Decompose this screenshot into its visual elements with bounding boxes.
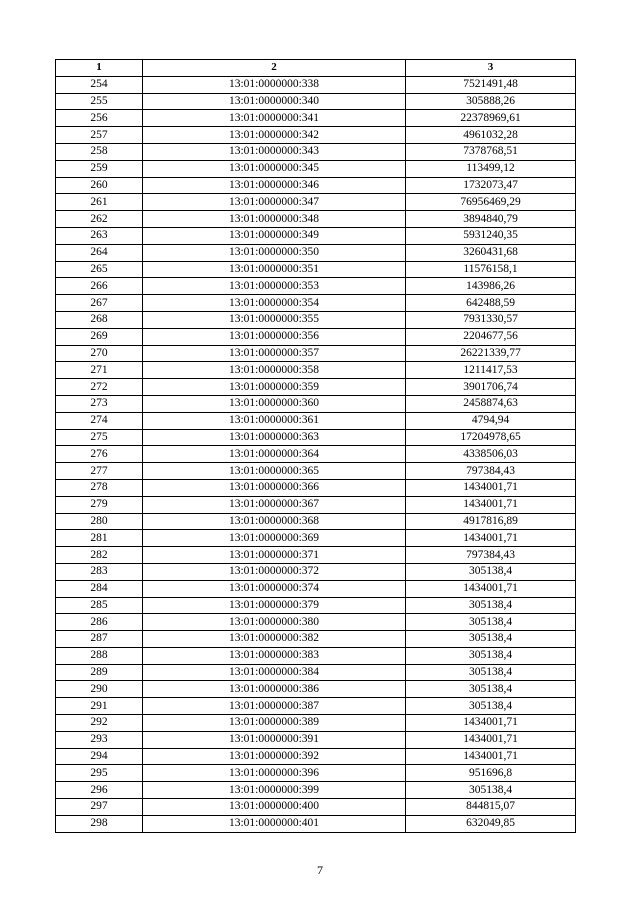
table-row [56, 715, 576, 732]
table-row [56, 731, 576, 748]
row-number-cell: 298 [56, 815, 143, 832]
cadastral-number-cell: 13:01:0000000:369 [143, 530, 406, 547]
row-number-cell: 295 [56, 765, 143, 782]
value-cell: 305888,26 [406, 93, 576, 110]
value-cell: 1732073,47 [406, 177, 576, 194]
cadastral-number-cell: 13:01:0000000:357 [143, 345, 406, 362]
row-number-cell: 285 [56, 597, 143, 614]
table-row [56, 664, 576, 681]
cadastral-number-cell: 13:01:0000000:399 [143, 782, 406, 799]
value-cell: 305138,4 [406, 698, 576, 715]
cadastral-number-cell: 13:01:0000000:338 [143, 76, 406, 93]
row-number-cell: 294 [56, 748, 143, 765]
cadastral-number-cell: 13:01:0000000:383 [143, 647, 406, 664]
column-header-1: 1 [56, 60, 143, 77]
row-number-cell: 297 [56, 799, 143, 816]
cadastral-number-cell: 13:01:0000000:349 [143, 227, 406, 244]
row-number-cell: 293 [56, 731, 143, 748]
value-cell: 797384,43 [406, 463, 576, 480]
value-cell: 1434001,71 [406, 479, 576, 496]
row-number-cell: 263 [56, 227, 143, 244]
row-number-cell: 264 [56, 244, 143, 261]
value-cell: 17204978,65 [406, 429, 576, 446]
value-cell: 1434001,71 [406, 530, 576, 547]
cadastral-number-cell: 13:01:0000000:340 [143, 93, 406, 110]
value-cell: 305138,4 [406, 614, 576, 631]
row-number-cell: 292 [56, 715, 143, 732]
cadastral-number-cell: 13:01:0000000:392 [143, 748, 406, 765]
value-cell: 844815,07 [406, 799, 576, 816]
table-row [56, 395, 576, 412]
cadastral-number-cell: 13:01:0000000:387 [143, 698, 406, 715]
table-row [56, 345, 576, 362]
table-row [56, 513, 576, 530]
table-row [56, 295, 576, 312]
cadastral-number-cell: 13:01:0000000:391 [143, 731, 406, 748]
cadastral-number-cell: 13:01:0000000:363 [143, 429, 406, 446]
table-row [56, 563, 576, 580]
row-number-cell: 260 [56, 177, 143, 194]
cadastral-number-cell: 13:01:0000000:379 [143, 597, 406, 614]
value-cell: 2204677,56 [406, 328, 576, 345]
table-row [56, 782, 576, 799]
row-number-cell: 287 [56, 631, 143, 648]
cadastral-number-cell: 13:01:0000000:350 [143, 244, 406, 261]
table-row [56, 597, 576, 614]
table-row [56, 698, 576, 715]
value-cell: 4338506,03 [406, 446, 576, 463]
value-cell: 1434001,71 [406, 731, 576, 748]
table-row [56, 362, 576, 379]
cadastral-number-cell: 13:01:0000000:342 [143, 127, 406, 144]
value-cell: 1434001,71 [406, 748, 576, 765]
cadastral-number-cell: 13:01:0000000:401 [143, 815, 406, 832]
table-row [56, 110, 576, 127]
cadastral-number-cell: 13:01:0000000:400 [143, 799, 406, 816]
row-number-cell: 279 [56, 496, 143, 513]
value-cell: 951696,8 [406, 765, 576, 782]
table-row [56, 614, 576, 631]
cadastral-number-cell: 13:01:0000000:348 [143, 211, 406, 228]
table-row [56, 194, 576, 211]
row-number-cell: 258 [56, 143, 143, 160]
cadastral-number-cell: 13:01:0000000:382 [143, 631, 406, 648]
table-row [56, 765, 576, 782]
cadastral-number-cell: 13:01:0000000:356 [143, 328, 406, 345]
row-number-cell: 280 [56, 513, 143, 530]
row-number-cell: 286 [56, 614, 143, 631]
table-row [56, 76, 576, 93]
row-number-cell: 276 [56, 446, 143, 463]
cadastral-number-cell: 13:01:0000000:367 [143, 496, 406, 513]
row-number-cell: 278 [56, 479, 143, 496]
value-cell: 305138,4 [406, 647, 576, 664]
cadastral-number-cell: 13:01:0000000:365 [143, 463, 406, 480]
row-number-cell: 265 [56, 261, 143, 278]
table-row [56, 143, 576, 160]
row-number-cell: 255 [56, 93, 143, 110]
row-number-cell: 274 [56, 412, 143, 429]
row-number-cell: 291 [56, 698, 143, 715]
row-number-cell: 288 [56, 647, 143, 664]
table-row [56, 227, 576, 244]
cadastral-number-cell: 13:01:0000000:361 [143, 412, 406, 429]
row-number-cell: 272 [56, 379, 143, 396]
value-cell: 26221339,77 [406, 345, 576, 362]
value-cell: 797384,43 [406, 547, 576, 564]
row-number-cell: 256 [56, 110, 143, 127]
page-number: 7 [317, 863, 323, 877]
value-cell: 2458874,63 [406, 395, 576, 412]
row-number-cell: 290 [56, 681, 143, 698]
table-row [56, 93, 576, 110]
cadastral-number-cell: 13:01:0000000:343 [143, 143, 406, 160]
table-row [56, 496, 576, 513]
value-cell: 1211417,53 [406, 362, 576, 379]
value-cell: 11576158,1 [406, 261, 576, 278]
cadastral-number-cell: 13:01:0000000:358 [143, 362, 406, 379]
row-number-cell: 261 [56, 194, 143, 211]
table-row [56, 127, 576, 144]
cadastral-number-cell: 13:01:0000000:345 [143, 160, 406, 177]
row-number-cell: 284 [56, 580, 143, 597]
value-cell: 143986,26 [406, 278, 576, 295]
value-cell: 305138,4 [406, 681, 576, 698]
value-cell: 305138,4 [406, 597, 576, 614]
table-row [56, 815, 576, 832]
value-cell: 7378768,51 [406, 143, 576, 160]
table-body [56, 76, 576, 832]
value-cell: 1434001,71 [406, 580, 576, 597]
value-cell: 632049,85 [406, 815, 576, 832]
value-cell: 113499,12 [406, 160, 576, 177]
value-cell: 642488,59 [406, 295, 576, 312]
cadastral-number-cell: 13:01:0000000:384 [143, 664, 406, 681]
cadastral-number-cell: 13:01:0000000:360 [143, 395, 406, 412]
row-number-cell: 268 [56, 311, 143, 328]
value-cell: 3901706,74 [406, 379, 576, 396]
row-number-cell: 257 [56, 127, 143, 144]
row-number-cell: 275 [56, 429, 143, 446]
table-row [56, 261, 576, 278]
table-row [56, 328, 576, 345]
cadastral-number-cell: 13:01:0000000:354 [143, 295, 406, 312]
row-number-cell: 273 [56, 395, 143, 412]
row-number-cell: 283 [56, 563, 143, 580]
row-number-cell: 269 [56, 328, 143, 345]
row-number-cell: 296 [56, 782, 143, 799]
table-row [56, 379, 576, 396]
value-cell: 7931330,57 [406, 311, 576, 328]
cadastral-number-cell: 13:01:0000000:374 [143, 580, 406, 597]
table-row [56, 211, 576, 228]
table-row [56, 244, 576, 261]
value-cell: 4917816,89 [406, 513, 576, 530]
table-row [56, 681, 576, 698]
row-number-cell: 271 [56, 362, 143, 379]
row-number-cell: 282 [56, 547, 143, 564]
cadastral-number-cell: 13:01:0000000:353 [143, 278, 406, 295]
row-number-cell: 254 [56, 76, 143, 93]
cadastral-number-cell: 13:01:0000000:396 [143, 765, 406, 782]
value-cell: 1434001,71 [406, 496, 576, 513]
value-cell: 305138,4 [406, 782, 576, 799]
table-header-row [56, 60, 576, 77]
cadastral-number-cell: 13:01:0000000:341 [143, 110, 406, 127]
cadastral-number-cell: 13:01:0000000:372 [143, 563, 406, 580]
value-cell: 7521491,48 [406, 76, 576, 93]
table-row [56, 429, 576, 446]
cadastral-number-cell: 13:01:0000000:389 [143, 715, 406, 732]
cadastral-number-cell: 13:01:0000000:371 [143, 547, 406, 564]
value-cell: 3894840,79 [406, 211, 576, 228]
table-row [56, 446, 576, 463]
row-number-cell: 281 [56, 530, 143, 547]
row-number-cell: 266 [56, 278, 143, 295]
value-cell: 76956469,29 [406, 194, 576, 211]
value-cell: 22378969,61 [406, 110, 576, 127]
cadastral-number-cell: 13:01:0000000:380 [143, 614, 406, 631]
cadastral-number-cell: 13:01:0000000:368 [143, 513, 406, 530]
table-row [56, 580, 576, 597]
row-number-cell: 277 [56, 463, 143, 480]
table-row [56, 160, 576, 177]
value-cell: 305138,4 [406, 563, 576, 580]
cadastral-number-cell: 13:01:0000000:346 [143, 177, 406, 194]
table-row [56, 311, 576, 328]
value-cell: 305138,4 [406, 631, 576, 648]
table-row [56, 799, 576, 816]
value-cell: 4794,94 [406, 412, 576, 429]
value-cell: 4961032,28 [406, 127, 576, 144]
value-cell: 305138,4 [406, 664, 576, 681]
cadastral-number-cell: 13:01:0000000:366 [143, 479, 406, 496]
table-row [56, 177, 576, 194]
value-cell: 3260431,68 [406, 244, 576, 261]
cadastral-number-cell: 13:01:0000000:351 [143, 261, 406, 278]
value-cell: 5931240,35 [406, 227, 576, 244]
table-row [56, 631, 576, 648]
table-row [56, 479, 576, 496]
row-number-cell: 259 [56, 160, 143, 177]
column-header-3: 3 [406, 60, 576, 77]
cadastral-number-cell: 13:01:0000000:359 [143, 379, 406, 396]
column-header-2: 2 [143, 60, 406, 77]
value-cell: 1434001,71 [406, 715, 576, 732]
table-row [56, 647, 576, 664]
cadastral-number-cell: 13:01:0000000:347 [143, 194, 406, 211]
cadastral-number-cell: 13:01:0000000:386 [143, 681, 406, 698]
row-number-cell: 289 [56, 664, 143, 681]
table-row [56, 412, 576, 429]
cadastral-number-cell: 13:01:0000000:364 [143, 446, 406, 463]
table-row [56, 547, 576, 564]
table-row [56, 278, 576, 295]
table-row [56, 463, 576, 480]
row-number-cell: 270 [56, 345, 143, 362]
cadastral-number-cell: 13:01:0000000:355 [143, 311, 406, 328]
row-number-cell: 262 [56, 211, 143, 228]
row-number-cell: 267 [56, 295, 143, 312]
cadastral-value-table [55, 59, 576, 833]
table-row [56, 530, 576, 547]
table-row [56, 748, 576, 765]
